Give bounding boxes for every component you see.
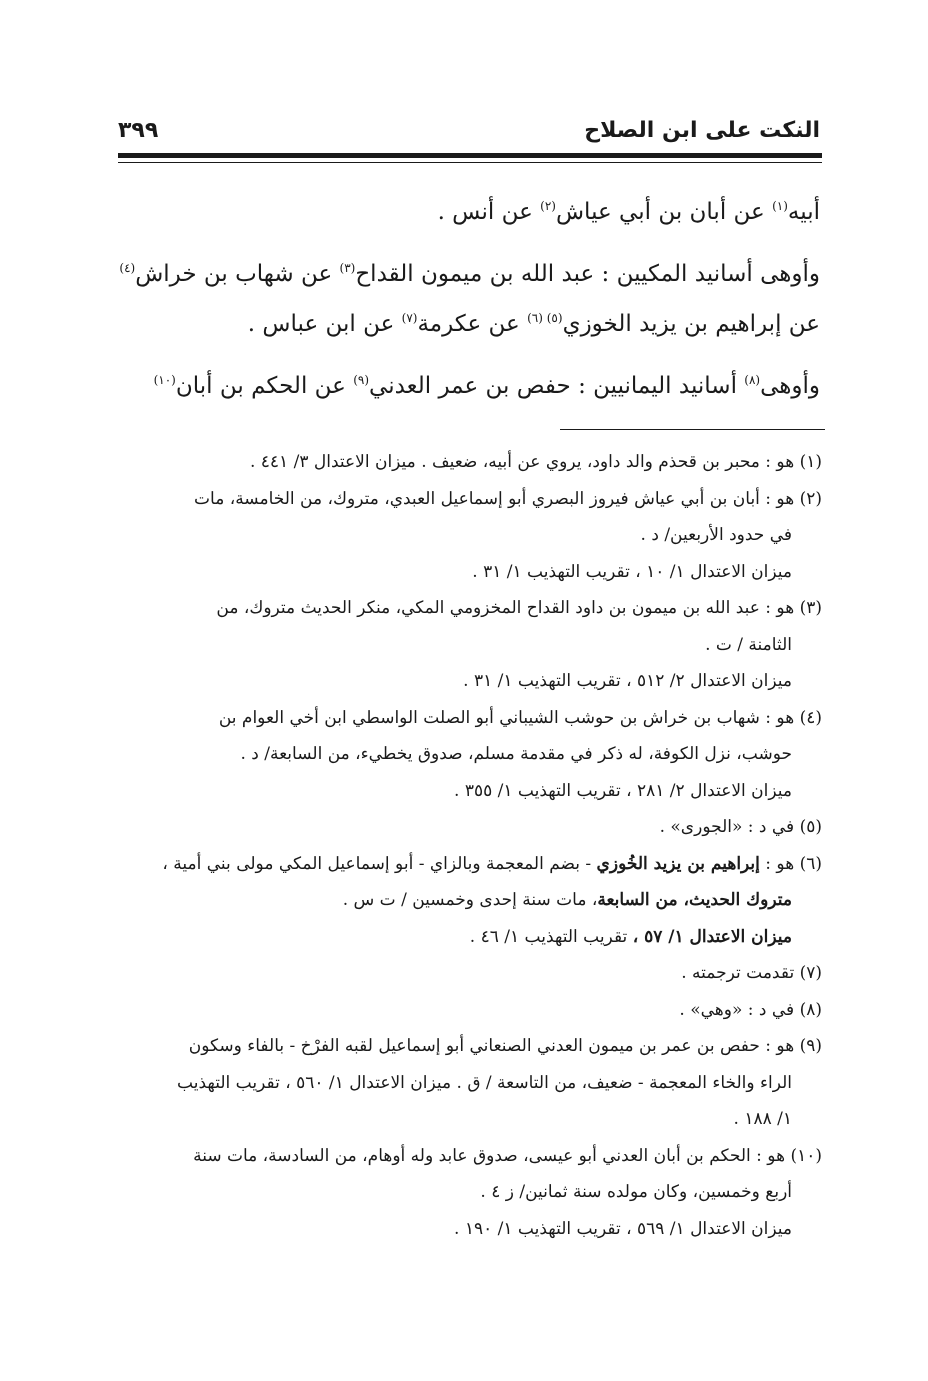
footnote-1: (١) هو : محبر بن قحذم والد داود، يروي عن أبيه، ضعيف . ميزان الاعتدال ٣/ ٤٤١ . xyxy=(249,452,822,472)
footnote-2-cont: في حدود الأربعين/ د . xyxy=(640,525,792,545)
main-line xyxy=(120,246,820,302)
header-rule-thick xyxy=(118,153,822,158)
footnote-3-cont: الثامنة / ت . xyxy=(705,634,792,655)
footnote-ref: (٦) xyxy=(527,311,547,325)
footnote-2: (٢) هو : أبان بن أبي عياش فيروز البصري أبو إسماعيل العبدي، متروك، من الخامسة، مات xyxy=(194,488,822,509)
text-run: عن الحكم بن أبان xyxy=(175,373,354,399)
footnote-6-source xyxy=(122,919,822,956)
page-number: ٣٩٩ xyxy=(118,118,159,143)
footnote-4: (٤) هو : شهاب بن خراش بن حوشب الشيباني أبو الصلت الواسطي ابن أخي العوام بن xyxy=(218,707,822,728)
text-run: - بضم المعجمة وبالزاي - أبو إسماعيل المكي مولى بني أمية ، xyxy=(162,853,597,874)
footnote-7: (٧) تقدمت ترجمته . xyxy=(681,963,822,983)
footnote-2-source: ميزان الاعتدال ١/ ١٠ ، تقريب التهذيب ١/ ٣١ . xyxy=(472,561,792,582)
footnote-5: (٥) في د : «الجورى» . xyxy=(659,817,822,837)
text-run: عن أنس . xyxy=(437,199,541,225)
main-line xyxy=(120,358,820,414)
text-run: عن أبان بن أبي عياش xyxy=(555,199,773,225)
main-text xyxy=(120,184,820,414)
footnote-9-cont-2: ١/ ١٨٨ . xyxy=(733,1109,792,1129)
text-run-bold: إبراهيم بن يزيد الخُوزي xyxy=(596,853,760,874)
text-run: عن عكرمة xyxy=(417,311,528,337)
footnote-9-cont: الراء والخاء المعجمة - ضعيف، من التاسعة / ق . ميزان الاعتدال ١/ ٥٦٠ ، تقريب التهذيب xyxy=(177,1072,792,1093)
footnote-ref: (٩) xyxy=(353,373,370,387)
footnote-4-cont: حوشب، نزل الكوفة، له ذكر في مقدمة مسلم، صدوق يخطيء، من السابعة/ د . xyxy=(240,744,792,764)
footnote-10-cont: أربع وخمسين، وكان مولده سنة ثمانين/ ز ٤ . xyxy=(480,1182,792,1202)
header-rule-thin xyxy=(118,162,822,163)
footnote-6-cont xyxy=(122,882,822,919)
text-run: عن إبراهيم بن يزيد الخوزي xyxy=(562,311,820,337)
footnote-6 xyxy=(122,846,822,883)
main-line xyxy=(120,296,820,352)
running-header xyxy=(118,118,820,154)
footnote-ref: (٧) xyxy=(401,311,418,325)
main-line xyxy=(120,184,820,240)
text-run: تقريب التهذيب ١/ ٤٦ . xyxy=(469,926,633,947)
text-run: أسانيد اليمانيين : حفص بن عمر العدني xyxy=(369,373,745,399)
footnotes xyxy=(122,444,822,1247)
text-run: عن ابن عباس . xyxy=(247,311,402,337)
footnote-ref: (٣) xyxy=(339,261,356,275)
footnote-10: (١٠) هو : الحكم بن أبان العدني أبو عيسى، صدوق عابد وله أوهام، من السادسة، مات سنة xyxy=(193,1145,822,1166)
footnote-ref: (٥) xyxy=(546,311,563,325)
text-run: ، مات سنة إحدى وخمسين / ت س . xyxy=(342,890,598,910)
footnote-ref: (١) xyxy=(772,199,788,213)
footnote-ref: (٤) xyxy=(119,261,136,275)
footnote-separator xyxy=(560,429,825,430)
text-run: عن شهاب بن خراش xyxy=(135,261,340,287)
footnote-3-source: ميزان الاعتدال ٢/ ٥١٢ ، تقريب التهذيب ١/ ٣١ . xyxy=(463,671,792,691)
footnote-ref: (١٠) xyxy=(153,373,176,387)
footnote-10-source: ميزان الاعتدال ١/ ٥٦٩ ، تقريب التهذيب ١/ ١٩٠ . xyxy=(454,1218,792,1239)
footnote-8: (٨) في د : «وهي» . xyxy=(679,999,822,1020)
footnote-4-source: ميزان الاعتدال ٢/ ٢٨١ ، تقريب التهذيب ١/ ٣٥٥ . xyxy=(454,780,792,801)
footnote-ref: (٢) xyxy=(540,199,556,213)
footnote-ref: (٨) xyxy=(744,373,761,387)
footnote-3: (٣) هو : عبد الله بن ميمون بن داود القداح المخزومي المكي، منكر الحديث متروك، من xyxy=(216,598,822,618)
text-run-bold: ميزان الاعتدال ١/ ٥٧ ، xyxy=(632,926,792,947)
text-run: (٦) هو : xyxy=(759,853,822,874)
footnote-9: (٩) هو : حفص بن عمر بن ميمون العدني الصنعاني أبو إسماعيل لقبه الفرْخ - بالفاء وسكون xyxy=(188,1036,822,1056)
text-run-bold: متروك الحديث، من السابعة xyxy=(597,890,792,910)
text-run: أبيه xyxy=(787,199,820,225)
text-run: وأوهى أسانيد المكيين : عبد الله بن ميمون القداح xyxy=(355,261,820,287)
text-run: وأوهى xyxy=(760,373,820,399)
book-title: النكت على ابن الصلاح xyxy=(584,118,820,143)
